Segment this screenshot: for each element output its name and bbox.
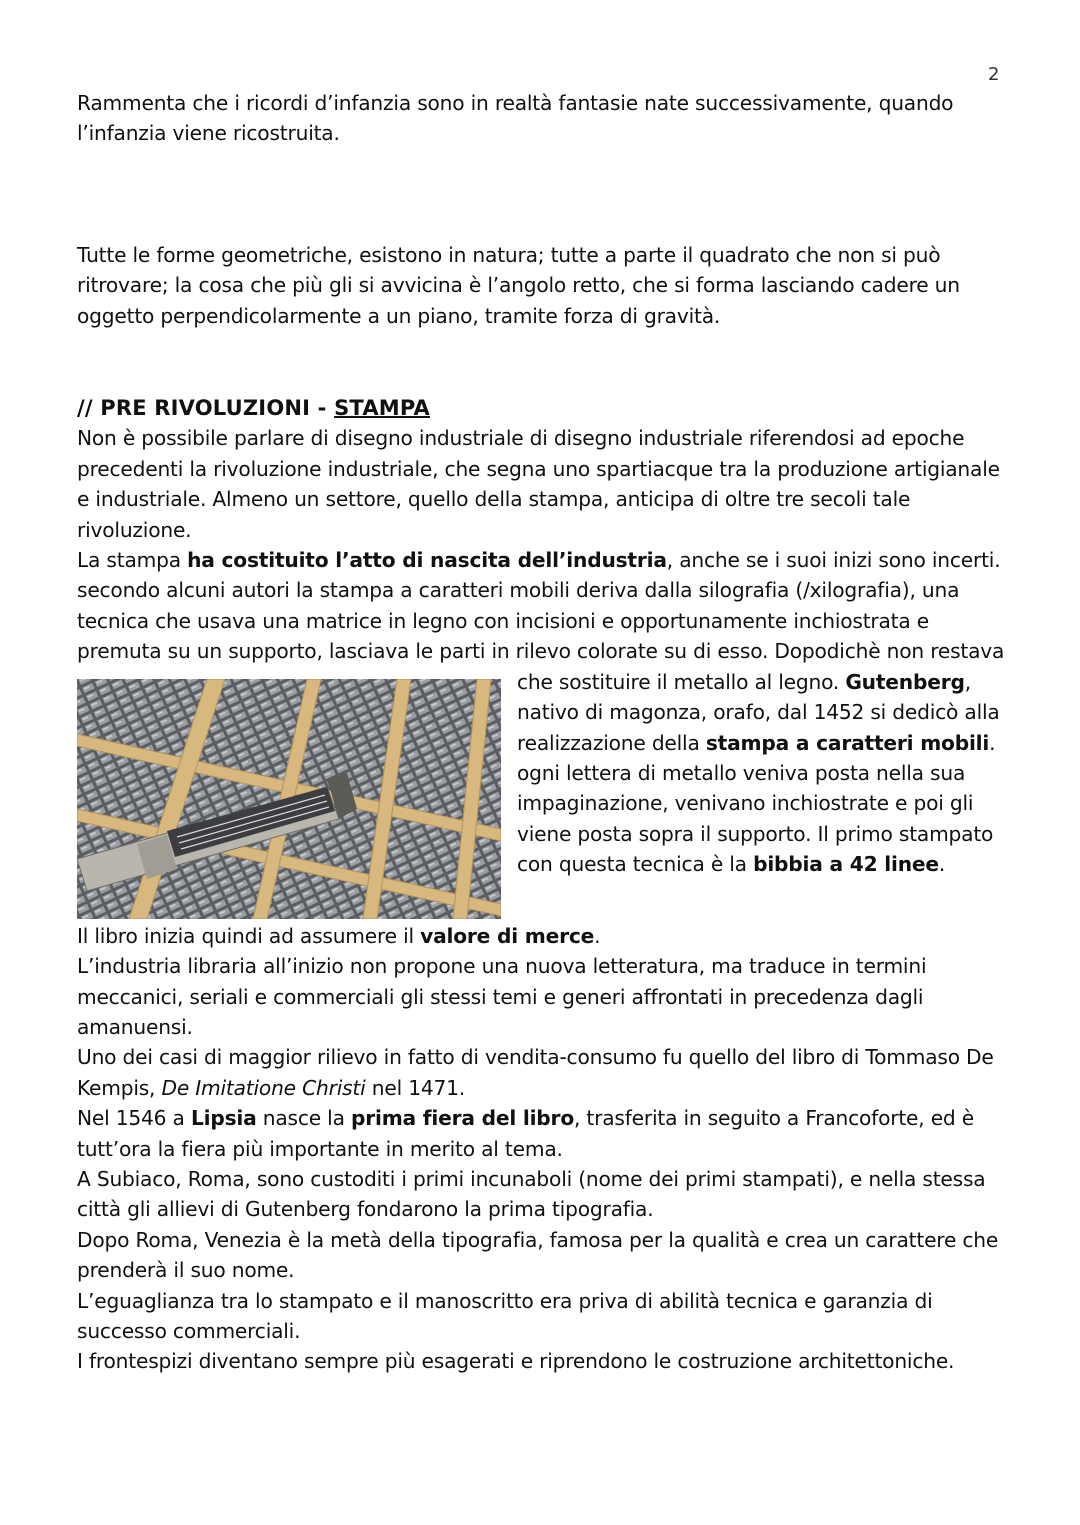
bold-text: ha costituito l’atto di nascita dell’industria xyxy=(187,548,667,573)
bold-text: prima fiera del libro xyxy=(350,1106,574,1131)
bold-text: bibbia a 42 linee xyxy=(753,852,939,877)
heading-prefix: // PRE RIVOLUZIONI - xyxy=(77,396,335,421)
text: . xyxy=(938,852,946,877)
heading-underlined: STAMPA xyxy=(334,396,430,421)
movable-type-image xyxy=(77,679,501,919)
text: . ogni lettera di metallo veniva posta nella sua impaginazione, venivano inchiostrate e poi gli viene posta sopra il supporto. Il primo stampato con questa tecnica è la xyxy=(517,730,996,877)
text: Uno dei casi di maggior rilievo in fatto di vendita-consumo fu quello del libro di Tommaso De Kempis, xyxy=(77,1045,994,1100)
paragraph-printing-birth xyxy=(77,545,1007,879)
movable-type-photo xyxy=(77,679,501,919)
bold-text: valore di merce xyxy=(420,923,595,948)
paragraph-book-commodity xyxy=(77,921,1007,951)
text: , anche se i suoi inizi sono incerti. secondo alcuni autori la stampa a caratteri mobili deriva dalla silografia (/xilografia), una tecnica che usava una matrice in legno con incisioni e opportunamente inchiostrata e premuta su un supporto, lasciava le parti in rilevo colorate su di esso. Dopodichè non restava che sostituire il metallo al legno. xyxy=(77,548,1005,694)
text: , nativo di magonza, orafo, dal 1452 si dedicò alla realizzazione della xyxy=(517,669,1000,755)
paragraph-venezia: Dopo Roma, Venezia è la metà della tipografia, famosa per la qualità e crea un carattere che prenderà il suo nome. xyxy=(77,1227,999,1283)
bold-text: Lipsia xyxy=(190,1106,257,1131)
paragraph-equality: L’eguaglianza tra lo stampato e il manoscritto era priva di abilità tecnica e garanzia di successo commerciali. xyxy=(77,1288,933,1343)
text: . xyxy=(594,923,601,948)
paragraph-geometric-shapes: Tutte le forme geometriche, esistono in natura; tutte a parte il quadrato che non si può ritrovare; la cosa che più gli si avvicina è l’angolo retto, che si forma lasciando cadere un oggetto perpendicolarmente a un piano, tramite forza di gravità. xyxy=(77,242,960,328)
paragraph-childhood-memories: Rammenta che i ricordi d’infanzia sono in realtà fantasie nate successivamente, quando l’infanzia viene ricostruita. xyxy=(77,91,954,146)
text: La stampa xyxy=(77,548,188,573)
paragraph-book-industry: L’industria libraria all’inizio non propone una nuova letteratura, ma traduce in termini meccanici, seriali e commerciali gli stessi temi e generi affrontati in precedenza dagli amanuensi. xyxy=(77,954,927,1039)
section-heading xyxy=(77,393,1007,423)
bold-text: Gutenberg xyxy=(845,669,965,694)
paragraph-pre-revolution: Non è possibile parlare di disegno industriale di disegno industriale riferendosi ad epoche precedenti la rivoluzione industriale, che segna uno spartiacque tra la produzione artigianale e industriale. Almeno un settore, quello della stampa, anticipa di oltre tre secoli tale rivoluzione. xyxy=(77,426,1000,542)
text: , trasferita in seguito a Francoforte, ed è tutt’ora la fiera più importante in merito al tema. xyxy=(77,1106,974,1161)
text: nasce la xyxy=(256,1106,351,1131)
paragraph-subiaco: A Subiaco, Roma, sono custoditi i primi incunaboli (nome dei primi stampati), e nella stessa città gli allievi di Gutenberg fondarono la prima tipografia. xyxy=(77,1166,986,1222)
paragraph-frontispieces: I frontespizi diventano sempre più esagerati e riprendono le costruzione architettoniche. xyxy=(77,1349,955,1374)
text: nel 1471. xyxy=(365,1075,465,1100)
document-body xyxy=(77,88,1007,1377)
text: Il libro inizia quindi ad assumere il xyxy=(77,923,421,948)
bold-text: stampa a caratteri mobili xyxy=(705,730,990,755)
italic-title: De Imitatione Christi xyxy=(161,1075,366,1100)
paragraph-book-fair xyxy=(77,1103,1007,1164)
text: Nel 1546 a xyxy=(77,1106,191,1131)
page-number: 2 xyxy=(988,64,1000,85)
paragraph-de-kempis xyxy=(77,1042,1007,1103)
